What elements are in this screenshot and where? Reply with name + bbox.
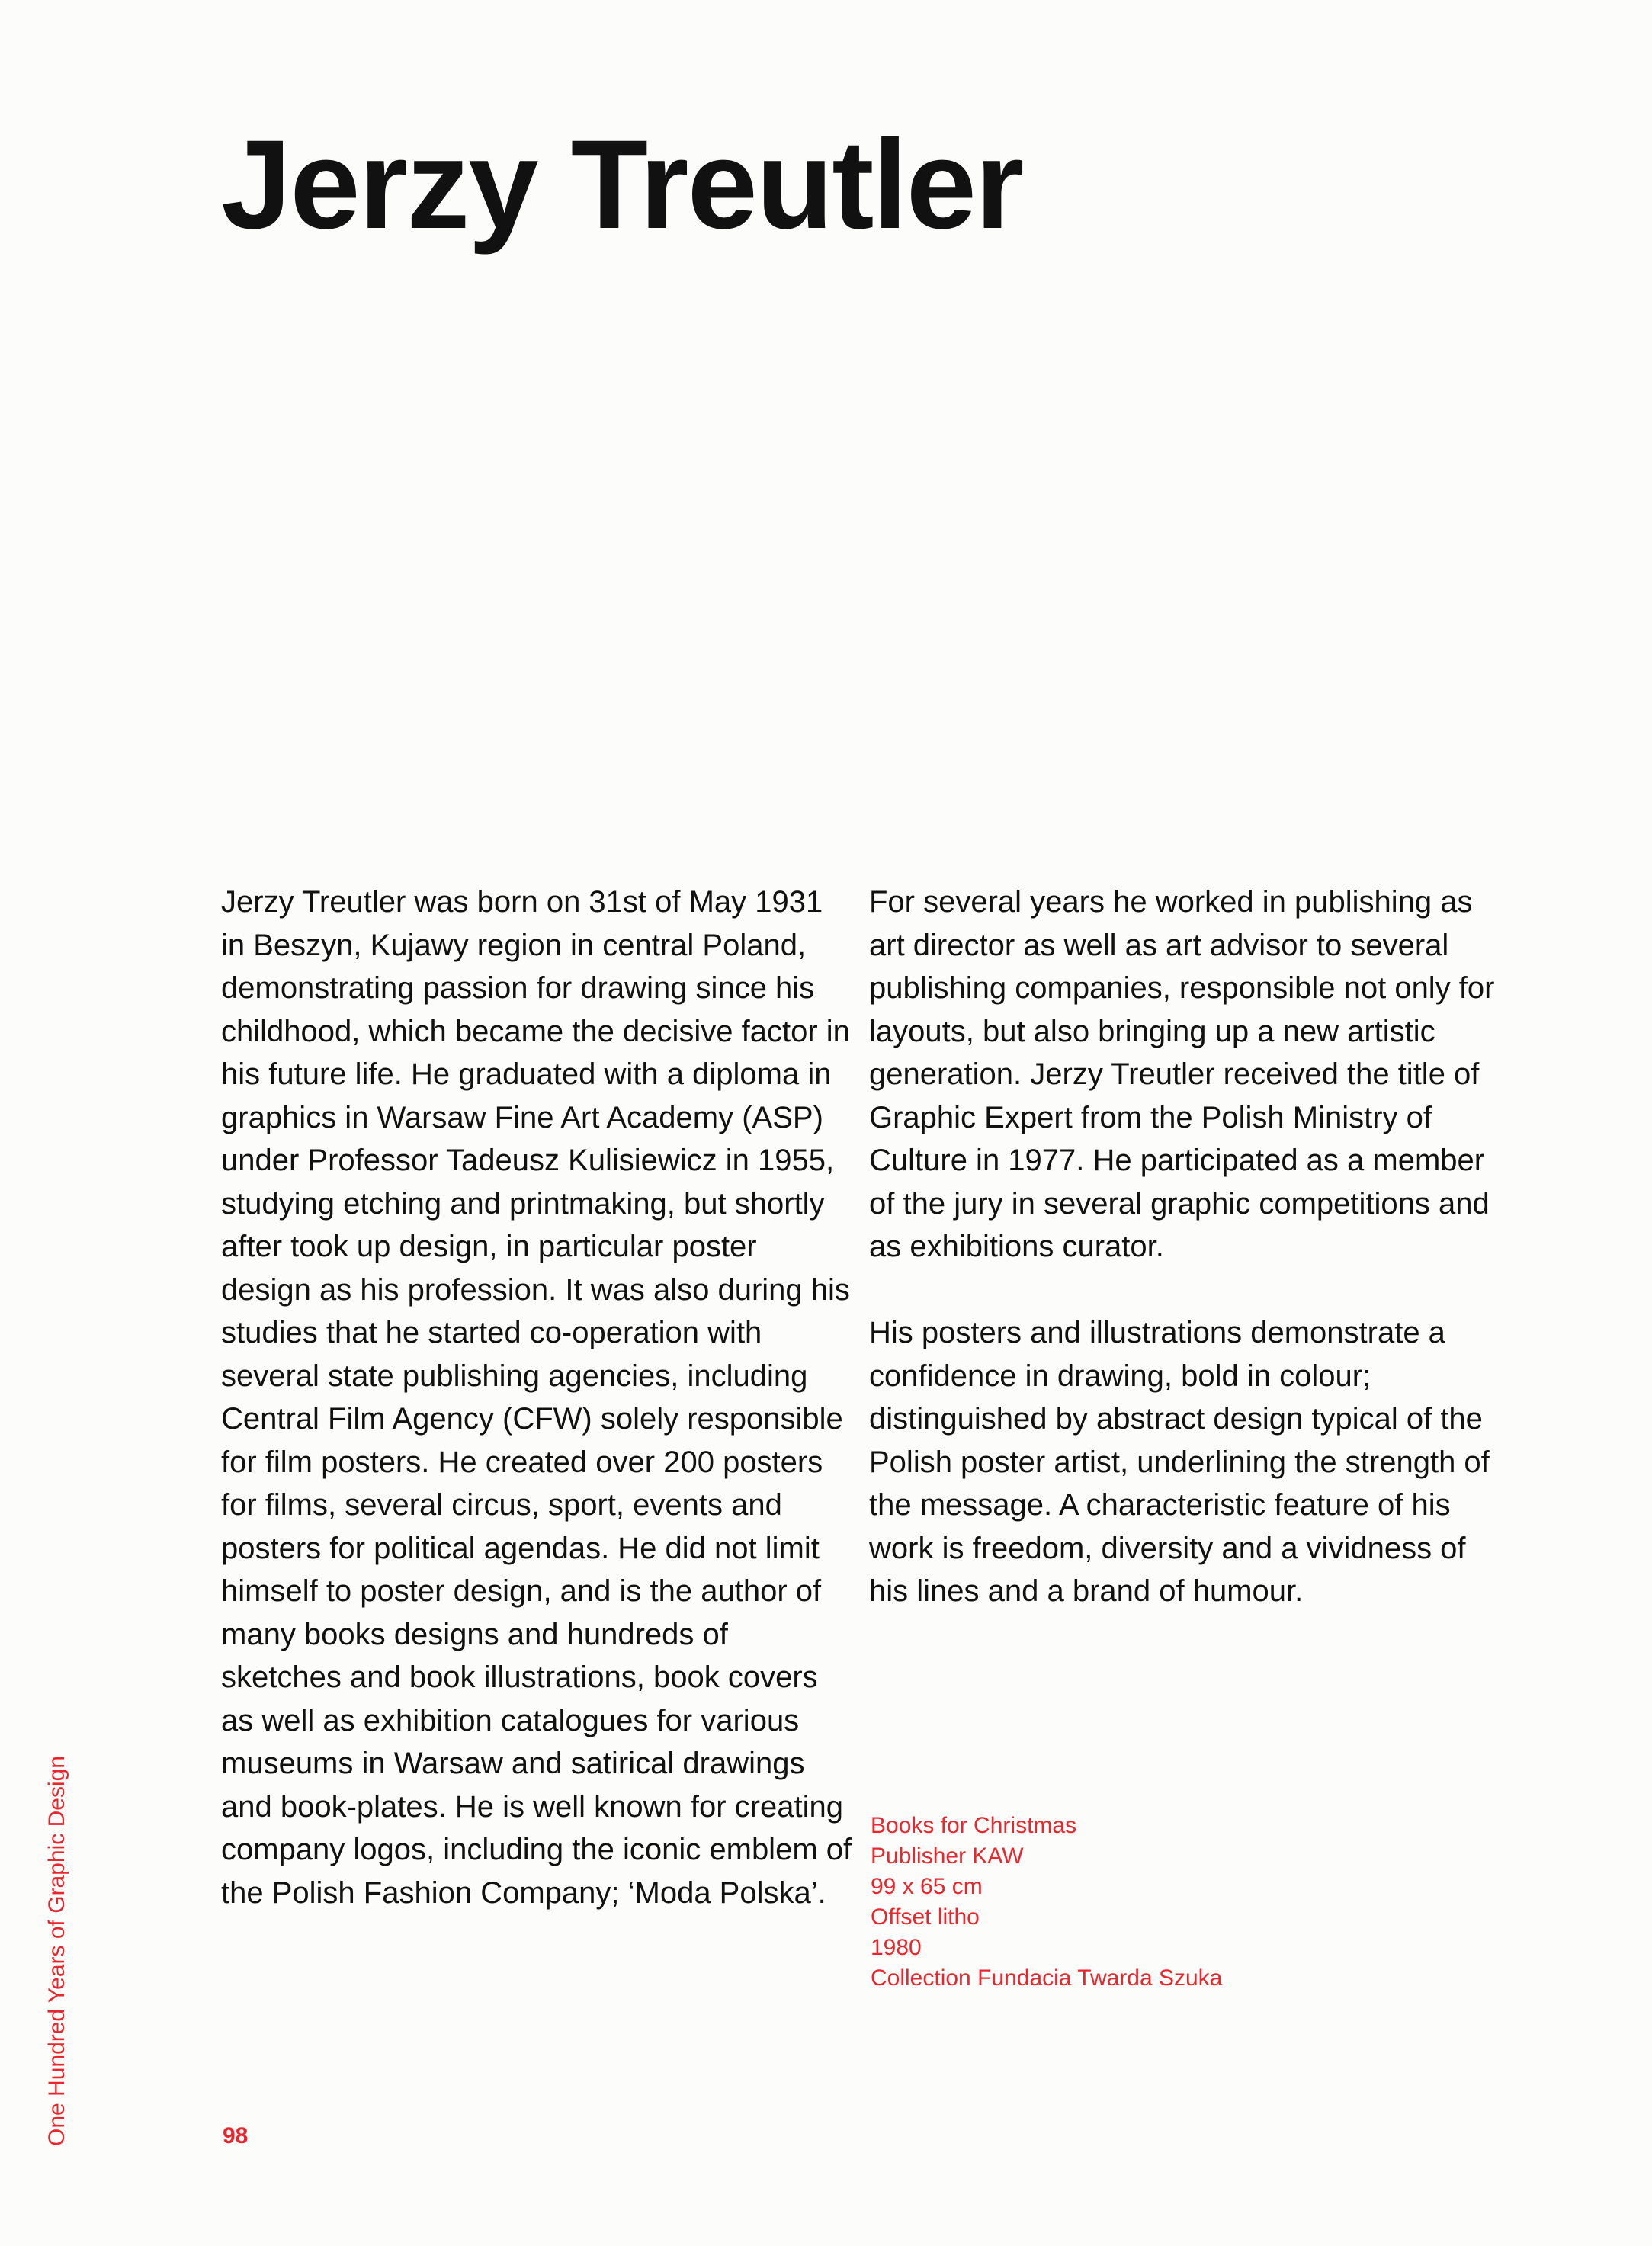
caption-collection: Collection Fundacia Twarda Szuka (871, 1965, 1223, 1991)
body-column-left (221, 881, 854, 1958)
page-title: Jerzy Treutler (221, 114, 1023, 255)
body-column-right (869, 881, 1502, 1656)
artwork-caption (871, 1811, 1480, 1994)
body-paragraph: Jerzy Treutler was born on 31st of May 1931 in Beszyn, Kujawy region in central Poland, demonstrating passion for drawing since his childhood, which became the decisive factor in his future life. He graduated with a diploma in graphics in Warsaw Fine Art Academy (ASP) under Professor Tadeusz Kulisiewicz in 1955, studying etching and printmaking, but shortly after took up design, in particular poster design as his profession. It was also during his studies that he started co-operation with several state publishing agencies, including Central Film Agency (CFW) solely responsible for film posters. He created over 200 posters for films, several circus, sport, events and posters for political agendas. He did not limit himself to poster design, and is the author of many books designs and hundreds of sketches and book illustrations, book covers as well as exhibition catalogues for various museums in Warsaw and satirical drawings and book-plates. He is well known for creating company logos, including the iconic emblem of the Polish Fashion Company; ‘Moda Polska’. (221, 885, 852, 1910)
caption-work-title: Books for Christmas (871, 1813, 1077, 1838)
caption-dimensions: 99 x 65 cm (871, 1874, 983, 1899)
body-paragraph: For several years he worked in publishing as art director as well as art advisor to several publishing companies, responsible not only for layouts, but also bringing up a new artistic generation. Jerzy Treutler received the title of Graphic Expert from the Polish Ministry of Culture in 1977. He participated as a member of the jury in several graphic competitions and as exhibitions curator. (869, 885, 1495, 1263)
caption-technique: Offset litho (871, 1904, 980, 1930)
body-paragraph: His posters and illustrations demonstrate a confidence in drawing, bold in colour; distinguished by abstract design typical of the Polish poster artist, underlining the strength of the message. A characteristic feature of his work is freedom, diversity and a vividness of his lines and a brand of humour. (869, 1316, 1490, 1608)
caption-year: 1980 (871, 1935, 922, 1960)
caption-publisher: Publisher KAW (871, 1843, 1024, 1869)
page-number: 98 (223, 2123, 249, 2148)
running-side-title: One Hundred Years of Graphic Design (44, 1756, 69, 2146)
